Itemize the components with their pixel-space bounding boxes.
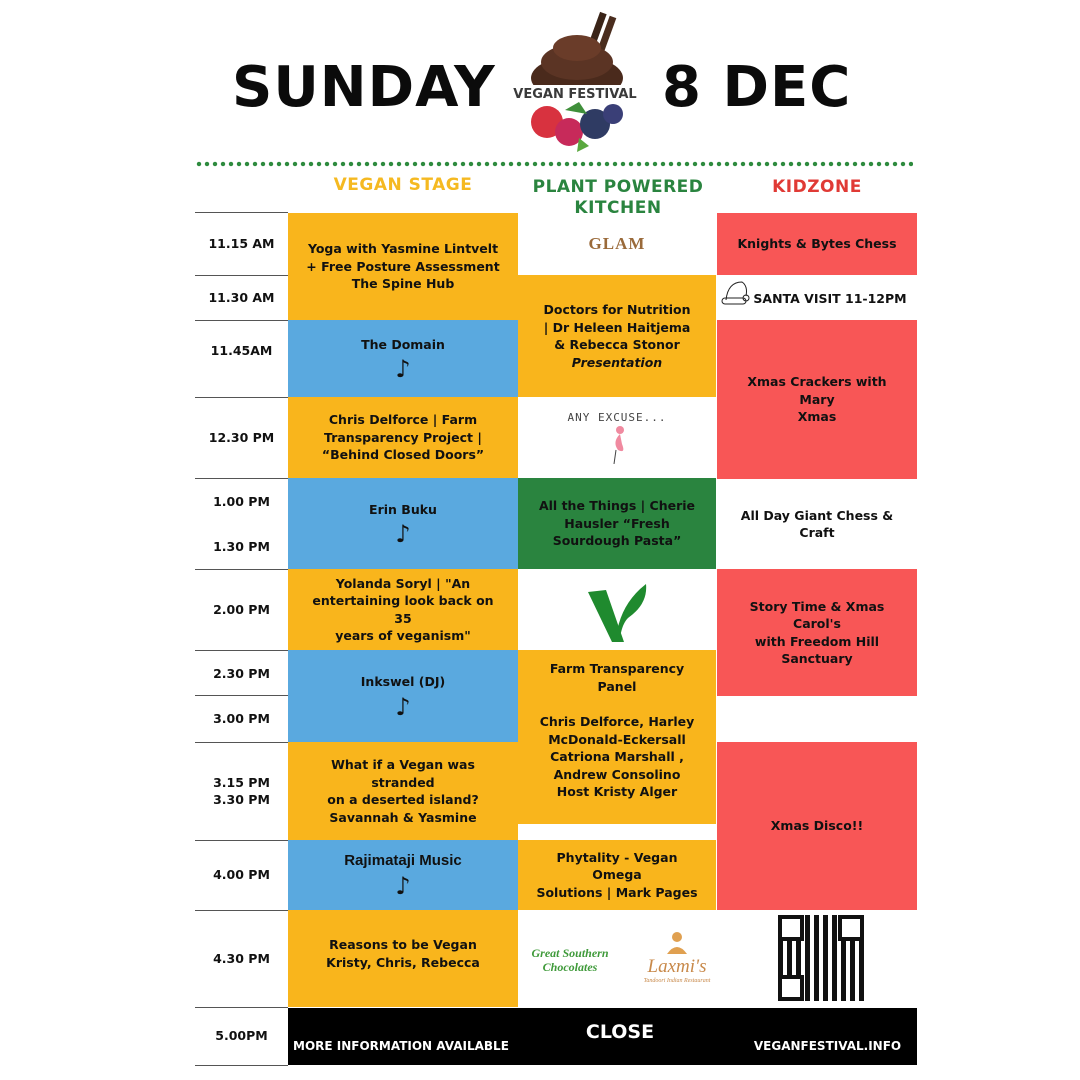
kitchen-session-all-the-things xyxy=(518,478,716,569)
session-text: & Rebecca Stonor xyxy=(554,337,680,352)
logo-text: VEGAN FESTIVAL xyxy=(513,87,637,102)
time-label: 5.00PM xyxy=(215,1027,268,1043)
session-text: Erin Buku xyxy=(369,501,437,517)
session-text: with Freedom Hill xyxy=(754,633,880,649)
session-text: Hausler “Fresh xyxy=(564,515,670,531)
laxmis-logo-text: Laxmi's xyxy=(647,956,707,977)
kidzone-santa-visit: SANTA VISIT 11-12PM xyxy=(753,291,907,306)
time-divider xyxy=(195,910,288,911)
time-divider xyxy=(195,478,288,479)
session-text: entertaining look back on 35 xyxy=(312,593,494,626)
glam-logo xyxy=(518,213,716,275)
session-text: The Domain xyxy=(361,336,445,352)
time-label: 3.30 PM xyxy=(213,791,270,807)
kidzone-knights-bytes-chess xyxy=(717,213,917,275)
session-text: Yoga with Yasmine Lintvelt xyxy=(307,241,499,257)
music-note-icon: ♪ xyxy=(395,871,411,900)
vegan-festival-logo xyxy=(505,10,645,160)
session-text: Farm Transparency Panel xyxy=(549,661,685,694)
session-text: Xmas xyxy=(797,409,837,425)
session-text: Yolanda Soryl | "An xyxy=(335,575,471,591)
session-text: Chris Delforce, Harley xyxy=(539,714,695,729)
session-text: Sanctuary xyxy=(781,651,853,666)
footer-website-link[interactable]: VEGANFESTIVAL.INFO xyxy=(753,1039,902,1053)
dotted-divider xyxy=(195,161,913,167)
session-text: Sourdough Pasta” xyxy=(552,533,682,549)
any-excuse-logo xyxy=(518,397,716,478)
stage-session-rajimataji xyxy=(288,840,518,910)
time-label: 4.30 PM xyxy=(213,950,270,966)
time-label: 1.00 PM xyxy=(213,493,270,509)
session-text: Host Kristy Alger xyxy=(556,784,678,799)
vegan-v-icon xyxy=(518,569,716,650)
qr-code[interactable] xyxy=(778,915,864,1001)
kidzone-xmas-crackers xyxy=(717,320,917,479)
time-label: 3.00 PM xyxy=(213,710,270,726)
time-divider xyxy=(195,695,288,696)
session-text: “Behind Closed Doors” xyxy=(321,447,485,463)
time-label: 2.30 PM xyxy=(213,665,270,681)
time-label: 2.00 PM xyxy=(213,601,270,617)
session-text: The Spine Hub xyxy=(351,276,455,292)
session-text: Catriona Marshall , xyxy=(550,749,684,764)
heading-vegan-stage: VEGAN STAGE xyxy=(333,175,473,195)
great-southern-logo-text: Great Southern Chocolates xyxy=(531,946,609,974)
session-text: Craft xyxy=(799,525,835,540)
stage-session-yoga xyxy=(288,213,518,320)
time-divider xyxy=(195,275,288,276)
session-text: What if a Vegan was stranded xyxy=(331,757,475,790)
music-note-icon: ♪ xyxy=(395,692,411,721)
time-divider xyxy=(195,1007,288,1008)
kidzone-giant-chess-craft xyxy=(717,479,917,569)
session-text: Inkswel (DJ) xyxy=(360,674,446,690)
time-divider xyxy=(195,397,288,398)
time-divider xyxy=(195,840,288,841)
time-label: 11.30 AM xyxy=(208,289,275,305)
session-text: Xmas Disco!! xyxy=(770,818,864,834)
time-divider xyxy=(195,569,288,570)
time-label: 4.00 PM xyxy=(213,866,270,882)
time-divider xyxy=(195,650,288,651)
session-text: Xmas Crackers with Mary xyxy=(747,374,887,407)
time-label: 12.30 PM xyxy=(208,429,275,445)
footer-more-info: MORE INFORMATION AVAILABLE xyxy=(293,1039,509,1053)
time-divider xyxy=(195,320,288,321)
kitchen-session-farm-transparency-panel xyxy=(518,650,716,824)
kitchen-session-doctors-for-nutrition xyxy=(518,275,716,397)
session-text: All the Things | Cherie xyxy=(538,498,696,514)
stage-session-erin-buku xyxy=(288,478,518,569)
time-label: 11.15 AM xyxy=(208,235,275,251)
heading-kitchen-line2: KITCHEN xyxy=(574,198,662,218)
time-label: 11.45AM xyxy=(210,342,273,358)
session-text: Presentation xyxy=(571,354,663,370)
kitchen-session-phytality xyxy=(518,840,716,910)
deity-icon xyxy=(664,930,690,956)
any-excuse-logo-text: ANY EXCUSE... xyxy=(567,411,667,424)
stage-session-the-domain xyxy=(288,320,518,397)
session-text: Kristy, Chris, Rebecca xyxy=(326,954,480,970)
session-text: Phytality - Vegan Omega xyxy=(556,849,678,883)
time-divider xyxy=(195,212,288,213)
time-divider xyxy=(195,742,288,743)
session-text: Andrew Consolino xyxy=(553,766,681,782)
laxmis-logo-subtitle: Tandoori Indian Restaurant xyxy=(643,978,711,984)
great-southern-chocolates-logo xyxy=(530,925,610,995)
music-note-icon: ♪ xyxy=(395,355,411,384)
session-text: All Day Giant Chess & xyxy=(740,507,894,523)
session-text: years of veganism" xyxy=(335,628,471,643)
day-title: SUNDAY xyxy=(232,55,496,120)
footer-close: CLOSE xyxy=(585,1021,655,1043)
stage-session-chris-delforce xyxy=(288,397,518,478)
session-text: Transparency Project | xyxy=(324,429,482,445)
heading-kitchen-line1: PLANT POWERED xyxy=(532,177,704,197)
stage-session-reasons xyxy=(288,910,518,1007)
session-text: Knights & Bytes Chess xyxy=(737,236,897,252)
glam-logo-text: GLAM xyxy=(588,234,646,253)
session-text: Doctors for Nutrition xyxy=(543,302,691,317)
stage-session-inkswel xyxy=(288,650,518,742)
session-text: Solutions | Mark Pages xyxy=(536,884,698,900)
session-text: + Free Posture Assessment xyxy=(306,258,500,274)
time-label: 1.30 PM xyxy=(213,538,270,554)
session-text: | Dr Heleen Haitjema xyxy=(543,319,691,335)
session-text: Story Time & Xmas Carol's xyxy=(749,598,885,631)
date-title: 8 DEC xyxy=(662,55,852,120)
kidzone-xmas-disco xyxy=(717,742,917,910)
session-text: Chris Delforce | Farm xyxy=(328,412,478,428)
heading-kidzone: KIDZONE xyxy=(772,177,862,197)
laxmis-logo xyxy=(632,922,722,992)
session-text: Reasons to be Vegan xyxy=(329,937,477,952)
stage-session-stranded xyxy=(288,742,518,840)
music-note-icon: ♪ xyxy=(395,520,411,549)
session-text: on a deserted island? xyxy=(327,792,479,807)
kidzone-story-time xyxy=(717,569,917,696)
flamingo-icon xyxy=(602,424,632,464)
time-label: 3.15 PM xyxy=(213,774,270,790)
time-divider xyxy=(195,1065,288,1066)
session-text: McDonald-Eckersall xyxy=(548,731,686,747)
session-text: Rajimataji Music xyxy=(344,852,462,870)
session-text: Savannah & Yasmine xyxy=(329,809,477,825)
stage-session-yolanda-soryl xyxy=(288,569,518,650)
